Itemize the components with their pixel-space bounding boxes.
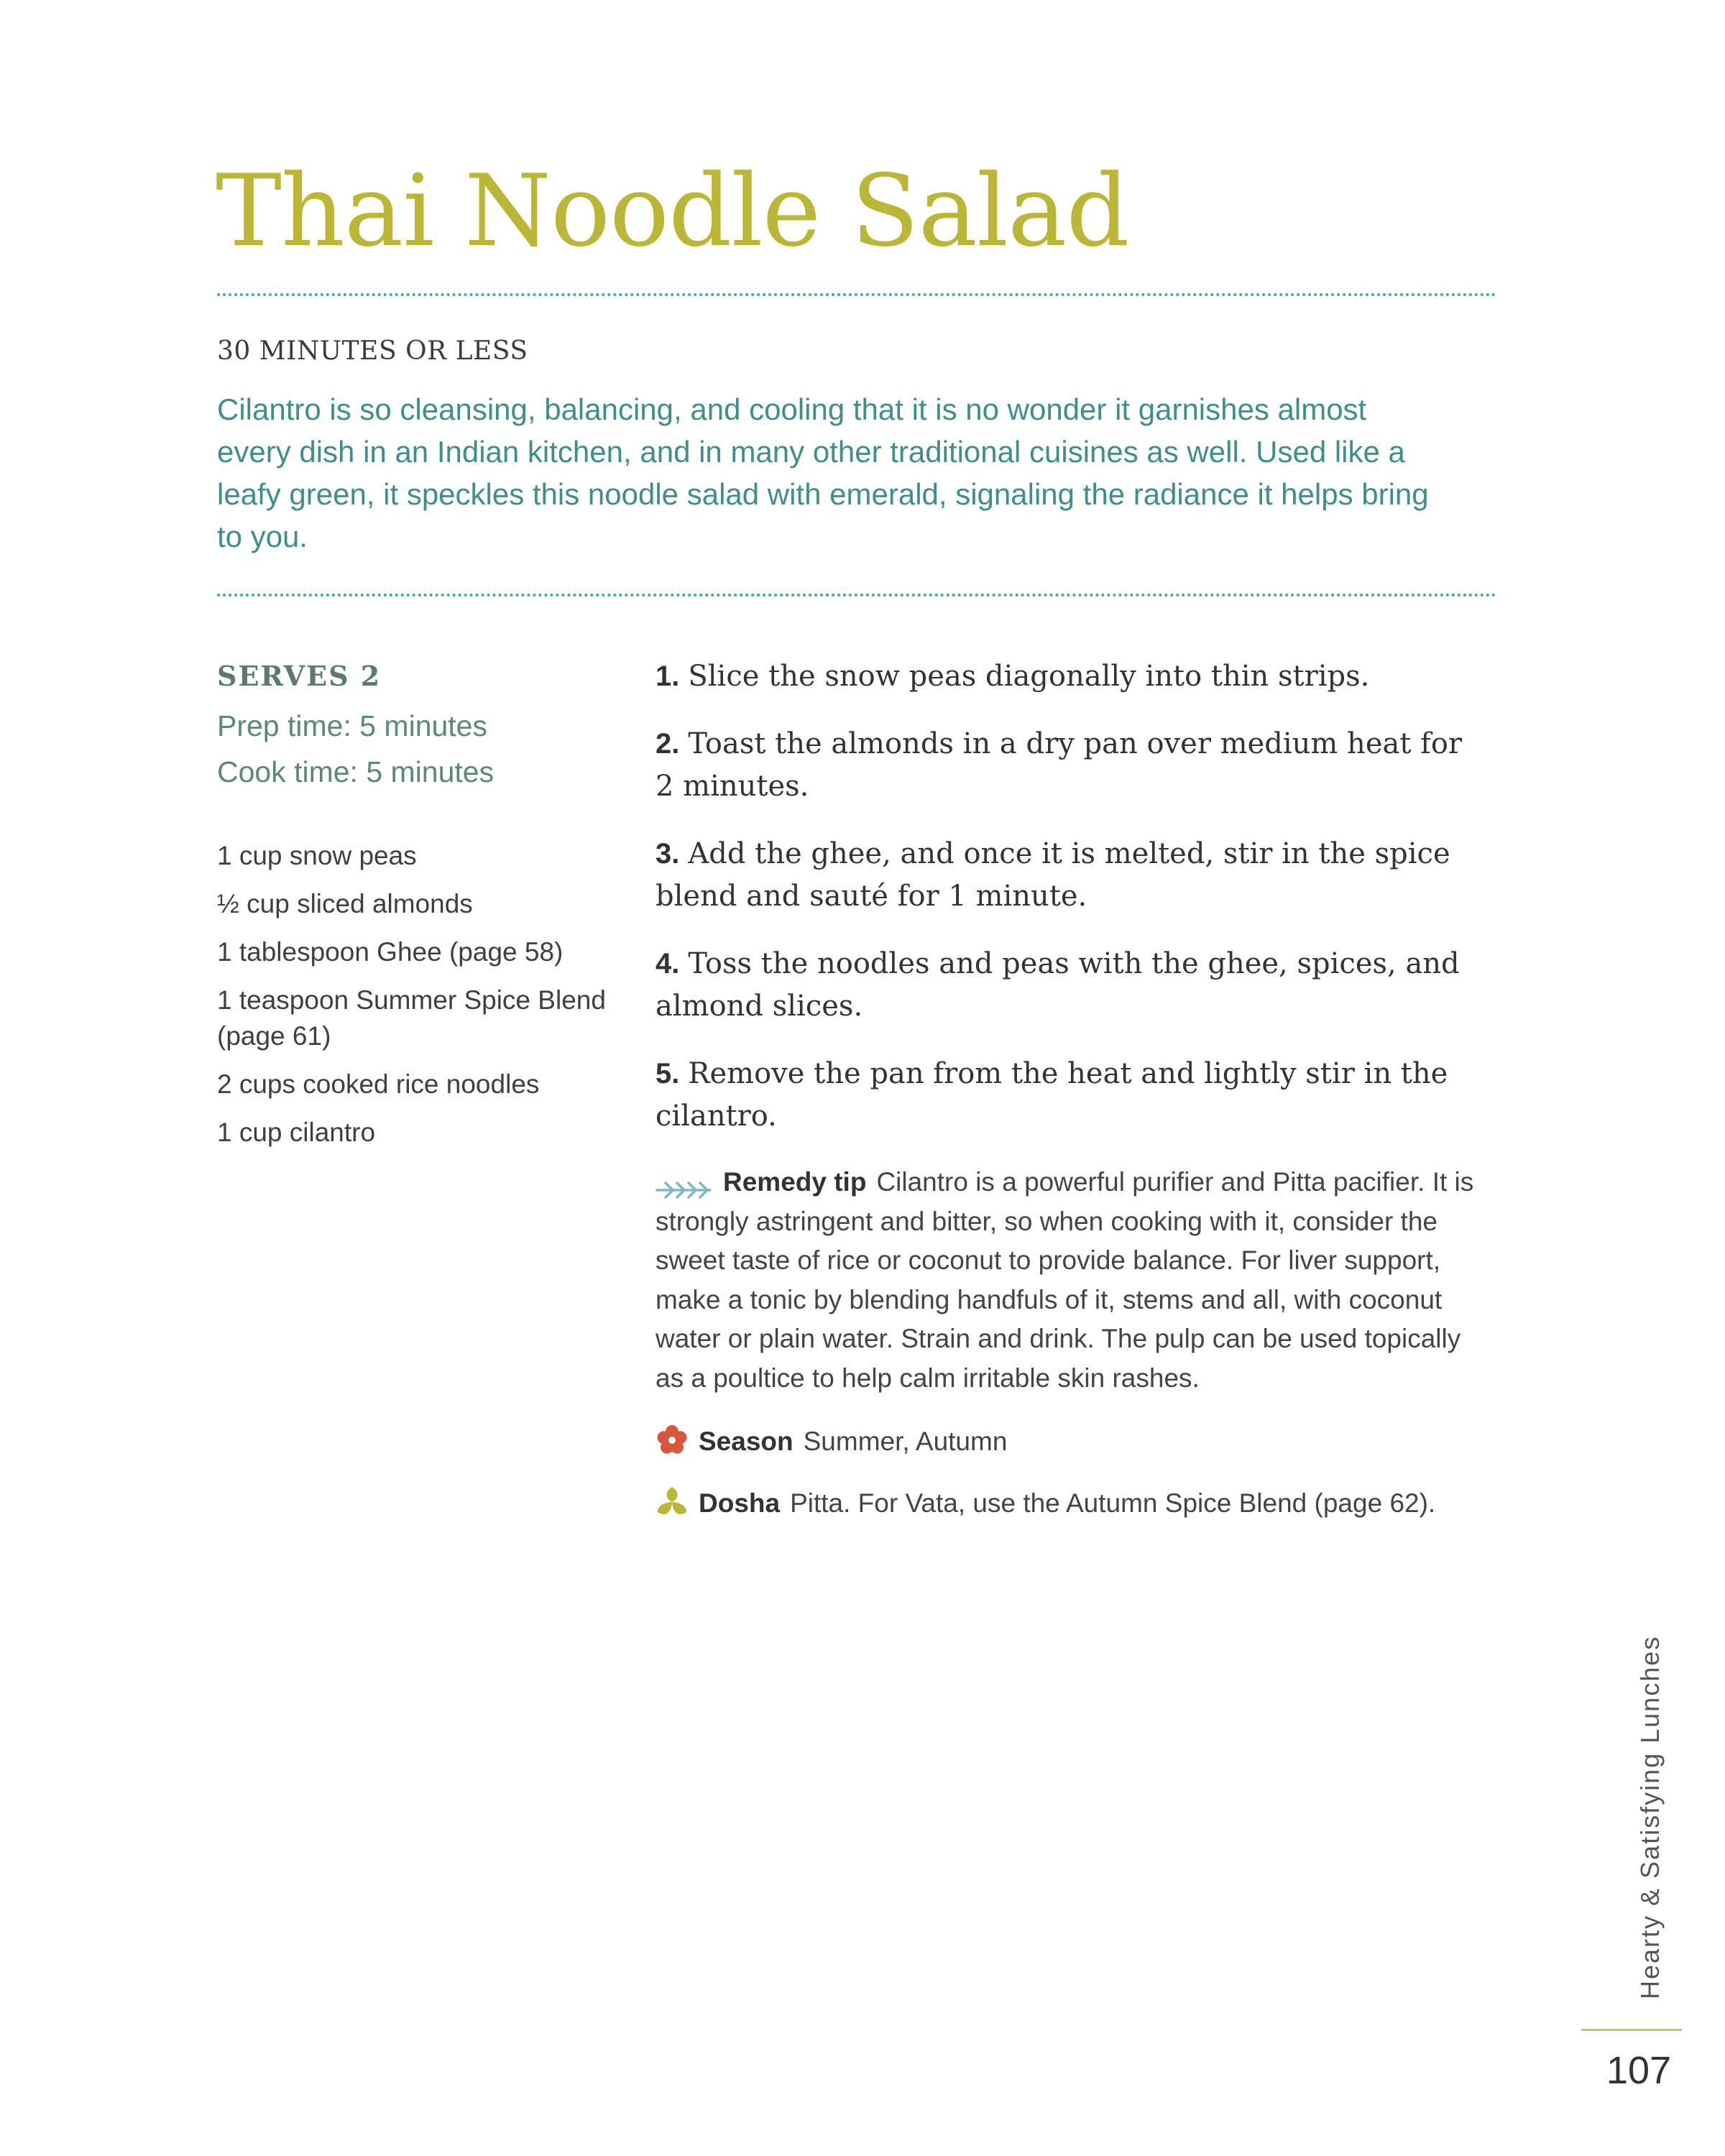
recipe-method-column — [656, 655, 1489, 1524]
step-text: Remove the pan from the heat and lightly stir in the cilantro. — [656, 1057, 1448, 1133]
remedy-tip — [656, 1163, 1489, 1398]
ingredient-item: 1 cup cilantro — [217, 1118, 376, 1147]
step-text: Slice the snow peas diagonally into thin strips. — [688, 660, 1370, 693]
step-number: 5. — [656, 1058, 680, 1089]
season-info — [656, 1422, 1489, 1461]
flower-icon — [656, 1424, 689, 1457]
step-item — [656, 1053, 1489, 1138]
dosha-info — [656, 1484, 1489, 1524]
serves-label: SERVES 2 — [217, 660, 382, 692]
recipe-info-column — [217, 658, 620, 1163]
recipe-intro: Cilantro is so cleansing, balancing, and cooling that it is no wonder it garnishes almost every dish in an Indian kitchen, and in many other traditional cuisines as well. Used like a leafy green, it speckles this noodle salad with emerald, signaling the radiance it helps bring to you. — [217, 392, 1429, 553]
prep-time: Prep time: 5 minutes — [217, 709, 487, 742]
step-number: 3. — [656, 838, 680, 870]
middle-dotted-divider — [217, 594, 1496, 596]
remedy-tip-label: Remedy tip — [723, 1167, 867, 1197]
recipe-title: Thai Noodle Salad — [216, 153, 1129, 269]
ingredient-item: 1 cup snow peas — [217, 841, 417, 870]
top-dotted-divider — [217, 293, 1496, 296]
page-number-rule — [1581, 2029, 1682, 2031]
arrows-icon — [656, 1171, 713, 1190]
step-item — [656, 943, 1489, 1028]
section-side-label: Hearty & Satisfying Lunches — [1635, 1635, 1665, 1999]
season-value: Summer, Autumn — [803, 1427, 1008, 1456]
ingredient-item: ½ cup sliced almonds — [217, 889, 473, 918]
season-label: Season — [699, 1427, 794, 1456]
page-number: 107 — [1606, 2049, 1672, 2092]
step-item — [656, 833, 1489, 918]
ingredient-item: 2 cups cooked rice noodles — [217, 1069, 540, 1099]
step-text: Toast the almonds in a dry pan over medium heat for 2 minutes. — [656, 727, 1463, 803]
step-list — [656, 655, 1489, 1138]
step-number: 1. — [656, 660, 680, 692]
ingredient-list — [217, 838, 620, 1151]
dosha-value: Pitta. For Vata, use the Autumn Spice Blend (page 62). — [790, 1488, 1436, 1518]
step-text: Toss the noodles and peas with the ghee, spices, and almond slices. — [656, 947, 1460, 1023]
ingredient-item: 1 teaspoon Summer Spice Blend (page 61) — [217, 985, 606, 1051]
ingredient-item: 1 tablespoon Ghee (page 58) — [217, 937, 564, 967]
tridosha-icon — [656, 1485, 689, 1519]
remedy-tip-text: Cilantro is a powerful purifier and Pitta pacifier. It is strongly astringent and bitter, so when cooking with it, consider the sweet taste of rice or coconut to provide balance. For liver support, make a tonic by blending handfuls of it, stems and all, with coconut water or plain water. Strain and drink. The pulp can be used topically as a poultice to help calm irritable skin rashes. — [656, 1167, 1474, 1393]
cook-time: Cook time: 5 minutes — [217, 755, 494, 788]
step-item — [656, 655, 1489, 698]
step-text: Add the ghee, and once it is melted, stir in the spice blend and sauté for 1 minute. — [656, 837, 1450, 913]
step-item — [656, 723, 1489, 808]
step-number: 4. — [656, 948, 680, 980]
step-number: 2. — [656, 728, 680, 760]
time-tag: 30 MINUTES OR LESS — [217, 336, 528, 366]
dosha-label: Dosha — [699, 1488, 781, 1518]
